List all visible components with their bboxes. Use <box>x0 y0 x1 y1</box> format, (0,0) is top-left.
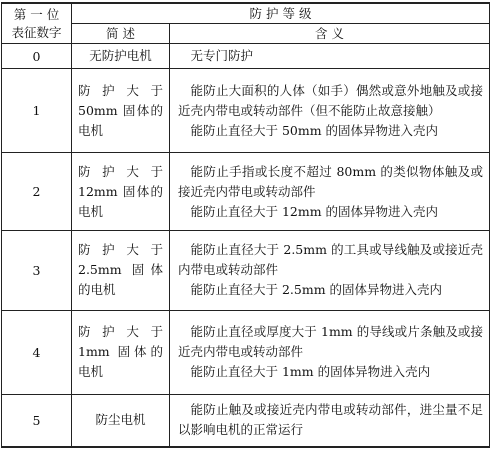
brief-cell <box>72 153 170 231</box>
brief-line: 防护大于 <box>78 324 163 340</box>
meaning-header: 含 义 <box>170 23 490 43</box>
meaning-line: 能防止直径或厚度大于 1mm 的导线或片条触及或接近壳内带电或转动部件 <box>178 324 484 360</box>
meaning-line: 能防止手指或长度不超过 80mm 的类似物体触及或接近壳内带电或转动部件 <box>178 163 484 199</box>
digit-cell: 4 <box>2 310 72 394</box>
brief-cell <box>72 43 170 68</box>
brief-line: 1mm 固体的 <box>78 344 163 360</box>
table-row <box>2 43 490 68</box>
brief-cell <box>72 231 170 311</box>
brief-line: 防护大于 <box>78 242 163 258</box>
brief-line: 防护大于 <box>78 163 163 179</box>
brief-header: 简 述 <box>72 23 170 43</box>
meaning-line: 能防止直径大于 2.5mm 的固体异物进入壳内 <box>190 282 443 298</box>
brief-line: 电机 <box>78 122 104 138</box>
brief-cell <box>72 394 170 447</box>
meaning-cell <box>170 310 490 394</box>
header-row-2 <box>2 23 490 43</box>
digit-cell: 1 <box>2 69 72 153</box>
digit-cell: 3 <box>2 231 72 311</box>
digit-cell: 5 <box>2 394 72 447</box>
meaning-cell <box>170 69 490 153</box>
table-row <box>2 310 490 394</box>
meaning-line: 能防止直径大于 12mm 的固体异物进入壳内 <box>190 203 439 219</box>
first-digit-header-line2: 表征数字 <box>11 25 62 41</box>
meaning-line: 能防止触及或接近壳内带电或转动部件，进尘量不足以影响电机的正常运行 <box>178 402 484 438</box>
table-row <box>2 231 490 311</box>
brief-line: 12mm 固体的 <box>78 183 163 199</box>
table-row <box>2 69 490 153</box>
brief-line: 的电机 <box>78 282 116 298</box>
digit-cell: 2 <box>2 153 72 231</box>
header-row-1 <box>2 3 490 23</box>
meaning-line: 能防止大面积的人体（如手）偶然或意外地触及或接近壳内带电或转动部件（但不能防止故意接触） <box>178 82 484 118</box>
meaning-cell <box>170 153 490 231</box>
meaning-line: 能防止直径大于 1mm 的固体异物进入壳内 <box>190 364 431 380</box>
meaning-line: 能防止直径大于 50mm 的固体异物进入壳内 <box>190 122 439 138</box>
table-row <box>2 153 490 231</box>
first-digit-header-cell <box>2 3 72 43</box>
ip-protection-table <box>1 2 490 448</box>
meaning-line: 能防止直径大于 2.5mm 的工具或导线触及或接近壳内带电或转动部件 <box>178 242 484 278</box>
meaning-cell <box>170 43 490 68</box>
meaning-line: 无专门防护 <box>190 48 254 64</box>
brief-line: 无防护电机 <box>89 48 152 64</box>
meaning-cell <box>170 231 490 311</box>
brief-line: 防尘电机 <box>95 412 146 428</box>
brief-line: 电机 <box>78 203 104 219</box>
protection-level-header: 防 护 等 级 <box>72 3 490 23</box>
brief-line: 电机 <box>78 364 104 380</box>
brief-cell <box>72 310 170 394</box>
brief-line: 50mm 固体的 <box>78 102 163 118</box>
meaning-cell <box>170 394 490 447</box>
digit-cell: 0 <box>2 43 72 68</box>
table-row <box>2 394 490 447</box>
brief-line: 2.5mm 固体 <box>78 262 163 278</box>
first-digit-header-line1: 第 一 位 <box>13 7 60 23</box>
brief-line: 防护大于 <box>78 82 163 98</box>
brief-cell <box>72 69 170 153</box>
